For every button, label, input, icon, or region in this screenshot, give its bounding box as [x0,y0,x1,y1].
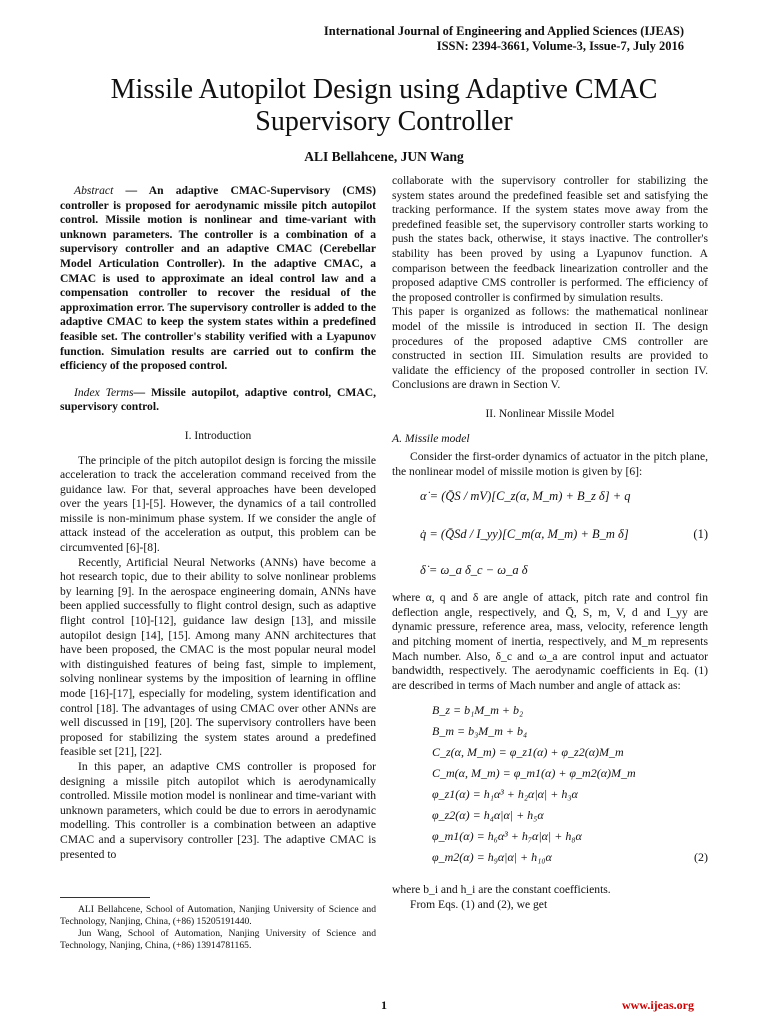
index-terms-label: Index Terms [74,385,134,399]
equation-line: φ_m2(α) = h₉α|α| + h₁₀α [432,850,552,865]
footnotes [60,904,376,952]
intro-paragraph: The principle of the pitch autopilot design is forcing the missile acceleration to track the acceleration command received from the guidance law. For that, several approaches have been developed over the years [1]-[5]. However, the dynamics of a tail controlled missile is non-minimum phase system. If we consider the angle of attack instead of the acceleration as output, this problem can be circumvented [6]-[8]. [60,453,376,555]
journal-name: International Journal of Engineering and Applied Sciences (IJEAS) [323,24,684,38]
from-eqs: From Eqs. (1) and (2), we get [410,898,548,912]
equation-1 [392,485,708,585]
abstract-label: Abstract [74,184,114,197]
footnote: ALI Bellahcene, School of Automation, Nanjing University of Science and Technology, Nanjing, China, (+86) 15205191440. [60,904,376,927]
intro-continued: collaborate with the supervisory controller for stabilizing the system states around the predefined feasible set and satisfying the tracking performance. If the system states move away from the predefined feasible set, the supervisory controller starts working to push the states back, otherwise, it stays inactive. The controller's stability has been proved by using a Lyapunov function. A comparison between the feedback linearization controller and the proposed adaptive CMS controller is performed. The efficiency of the proposed controller is confirmed by simulation results. [392,174,708,304]
journal-header [324,24,684,54]
right-column [392,174,708,913]
paper-title: Missile Autopilot Design using Adaptive CMAC Supervisory Controller [110,74,658,137]
intro-paragraph: Recently, Artificial Neural Networks (ANNs) have become a hot research topic, due to their ability to solve nonlinear problems by learning [9]. In the aerospace engineering domain, ANNs have been applied successfully to flight control design, such as adaptive flight control [10]-[12], guidance law design [13], and missile autopilot design [14], [15]. Among many ANN architectures that have been proposed, the CMAC is the most popular neural model with distinguished features of being fast, simple to implement, solving nonlinear systems by the imposition of learning in offline mode [16]-[17], especially for modeling, system identification and control [18]. The advantages of using CMAC over other ANNs are well discussed in [19], [20]. The supervisory controllers have been proposed for stabilizing the system states around a predefined feasible set [21], [22]. [60,555,376,759]
section-heading-model: II. Nonlinear Missile Model [485,407,615,420]
footnote-rule [60,897,150,898]
section-heading-intro: I. Introduction [184,429,252,442]
left-column [60,184,376,862]
model-intro: Consider the first-order dynamics of actuator in the pitch plane, the nonlinear model of missile motion is given by [6]: [392,450,708,478]
equation-line: q̇ = (Q̄Sd / I_yy)[C_m(α, M_m) + B_m δ] [420,527,629,542]
variable-definitions: where α, q and δ are angle of attack, pitch rate and control fin deflection angle, respectively, and Q̄, S, m, V, d and I_yy are dynamic pressure, reference area, mass, velocity, reference length and pitching moment of inertia, respectively, and M_m represents Mach number. Also, δ_c and ω_a are control input and actuator bandwidth, respectively. The aerodynamic coefficients in Eq. (1) are described in terms of Mach number and angle of attack as: [392,591,708,692]
journal-website: www.ijeas.org [622,998,694,1012]
equation-line: B_m = b₃M_m + b₄ [432,724,528,739]
equation-line: φ_z1(α) = h₁α³ + h₂α|α| + h₃α [432,787,578,802]
intro-organization: This paper is organized as follows: the mathematical nonlinear model of the missile is introduced in section II. The design procedures of the proposed adaptive CMS controller are constructed in section III. Simulation results are provided to validate the efficiency of the proposed controller in section IV. Conclusions are drawn in Section V. [392,305,708,392]
page-number: 1 [381,998,387,1012]
equation-line: C_z(α, M_m) = φ_z1(α) + φ_z2(α)M_m [432,745,624,760]
index-terms [60,386,376,415]
subsection-heading: A. Missile model [392,431,470,445]
footnote: Jun Wang, School of Automation, Nanjing University of Science and Technology, Nanjing, China, (+86) 13914781165. [60,928,376,951]
equation-line: φ_m1(α) = h₆α³ + h₇α|α| + h₈α [432,829,582,844]
equation-line: φ_z2(α) = h₄α|α| + h₅α [432,808,544,823]
paper-authors: ALI Bellahcene, JUN Wang [304,149,464,164]
equation-line: C_m(α, M_m) = φ_m1(α) + φ_m2(α)M_m [432,766,636,781]
abstract [60,184,376,374]
equation-2 [392,699,708,877]
equation-number: (2) [694,850,708,865]
equation-line: B_z = b₁M_m + b₂ [432,703,524,718]
index-terms-text: — Missile autopilot, adaptive control, CMAC, supervisory control. [60,385,376,414]
coefficient-note: where b_i and h_i are the constant coefficients. [392,883,611,897]
journal-issn: ISSN: 2394-3661, Volume-3, Issue-7, July 2016 [436,39,684,53]
equation-line: α̇ = (Q̄S / mV)[C_z(α, M_m) + B_z δ] + q [420,489,631,504]
equation-number: (1) [693,527,708,542]
intro-paragraph: In this paper, an adaptive CMS controller is proposed for designing a missile pitch autopilot which is aerodynamically controlled. Missile motion model is nonlinear and time-variant with unknown parameters, which could be due to errors in aerodynamic modelling. This controller is a combination between an adaptive CMAC and a supervisory controller [23]. The adaptive CMAC is presented to [60,759,376,861]
abstract-text: — An adaptive CMAC-Supervisory (CMS) controller is proposed for aerodynamic missile pitch autopilot control. Missile motion is nonlinear and time-variant with unknown parameters. The controller is a combination of a supervisory controller and an adaptive CMAC (Cerebellar Model Articulation Controller). In the adaptive CMAC, a CMAC is used to approximate an ideal control law and a compensation controller to recover the residual of the approximation error. The supervisory controller is added to the adaptive CMAC to keep the system states within a predefined feasible set. The controller's stability verified with a Lyapunov function. Simulation results are carried out to confirm the efficiency of the proposed control. [60,184,376,373]
equation-line: δ̇ = ω_a δ_c − ω_a δ [420,563,528,578]
